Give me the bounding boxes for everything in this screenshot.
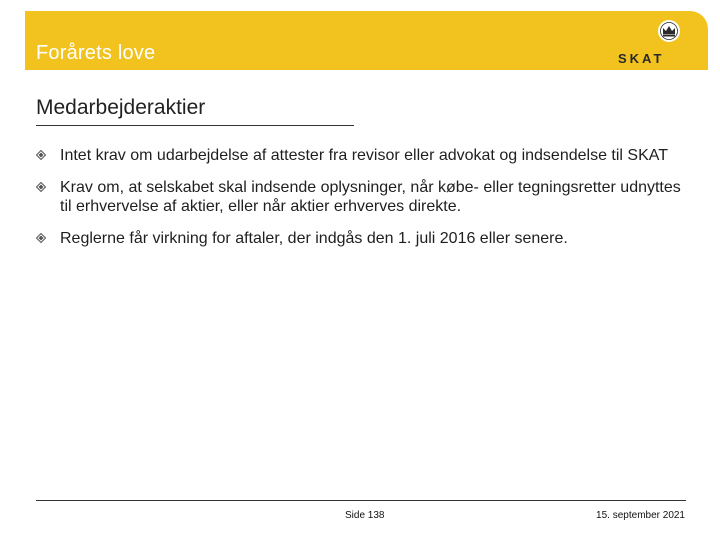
bullet-text: Reglerne får virkning for aftaler, der indgås den 1. juli 2016 eller senere. <box>60 230 568 247</box>
footer-date: 15. september 2021 <box>596 510 685 521</box>
list-item <box>36 229 686 248</box>
logo-text: SKAT <box>618 51 665 66</box>
slide-title: Medarbejderaktier <box>36 96 206 119</box>
footer-divider-left <box>36 500 386 501</box>
list-item <box>36 178 686 216</box>
footer-divider-right <box>386 500 686 501</box>
diamond-bullet-icon <box>36 150 46 160</box>
diamond-bullet-icon <box>36 233 46 243</box>
bullet-list <box>36 146 686 261</box>
title-divider <box>36 125 354 126</box>
deck-title: Forårets love <box>36 42 156 64</box>
page-number: Side 138 <box>345 510 385 521</box>
bullet-text: Krav om, at selskabet skal indsende oplysninger, når købe- eller tegningsretter udnyttes til erhvervelse af aktier, eller når aktier erhverves direkte. <box>60 179 681 215</box>
crown-emblem-icon <box>616 18 686 66</box>
diamond-bullet-icon <box>36 182 46 192</box>
list-item <box>36 146 686 165</box>
skat-logo <box>616 18 686 66</box>
bullet-text: Intet krav om udarbejdelse af attester fra revisor eller advokat og indsendelse til SKAT <box>60 147 669 164</box>
